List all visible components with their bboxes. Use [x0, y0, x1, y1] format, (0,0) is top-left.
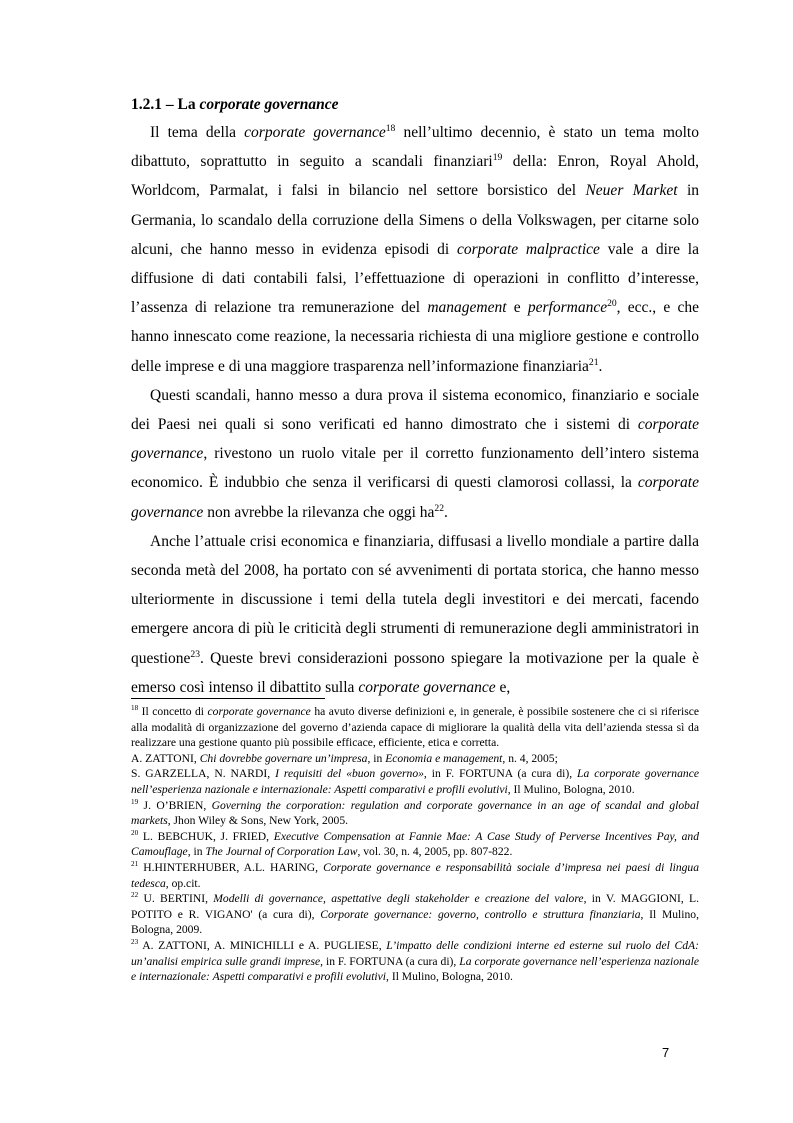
italic-text: Economia e management — [385, 751, 503, 765]
section-number: 1.2.1 – La — [131, 96, 200, 113]
footnote — [131, 704, 699, 751]
footnote — [131, 938, 699, 985]
text-run: , Il Mulino, Bologna, 2009. — [131, 907, 699, 937]
footnote-marker: 23 — [190, 648, 200, 660]
text-run: . — [598, 357, 603, 375]
text-run: L. BEBCHUK, J. FRIED, — [138, 829, 274, 843]
footnote — [131, 798, 699, 829]
text-run: S. GARZELLA, N. NARDI, — [131, 767, 276, 781]
footnote — [131, 891, 699, 938]
text-run: , in F. FORTUNA (a cura di), — [423, 767, 578, 781]
paragraph — [131, 527, 699, 702]
footnote-marker: 19 — [492, 152, 503, 164]
body-text — [131, 118, 699, 702]
text-run: , in V. MAGGIONI, L. POTITO e R. VIGANO' (a cura di), — [131, 892, 699, 921]
italic-text: corporate governance — [131, 474, 699, 521]
section-title: corporate governance — [199, 96, 339, 113]
text-run: Anche l’attuale crisi economica e finanziaria, diffusasi a livello mondiale a partire dalla seconda metà del 2008, ha portato con sé avvenimenti di portata storica, che hanno messo ulteriormente in discussione i temi della tutela degli investitori e dei mercati, facendo emergere ancora di più le criticità degli strumenti di remunerazione degli amministratori in questione — [131, 532, 699, 667]
text-run: , Il Mulino, Bologna, 2010. — [507, 782, 635, 796]
text-run: U. BERTINI, — [138, 892, 214, 906]
text-run: . — [444, 503, 448, 521]
text-run: ha avuto diverse definizioni e, in generale, è possibile sostenere che ci si riferisce alla modalità di organizzazione del governo d’azienda capace di migliorare la qualità della vita dell’azienda stessa sì da realizzare una gestione quanto più possibile efficace, efficiente, etica e corretta. — [131, 705, 699, 750]
italic-text: management — [427, 299, 507, 317]
footnote-separator — [131, 698, 325, 699]
text-run: J. O’BRIEN, — [138, 798, 212, 812]
italic-text: La corporate governance nell’esperienza nazionale e internazionale: Aspetti comparativi e profili evolutivi — [131, 767, 699, 796]
footnote-marker: 20 — [607, 298, 617, 310]
footnote-marker: 20 — [131, 828, 139, 837]
footnote-marker: 18 — [131, 704, 139, 713]
italic-text: corporate governance — [244, 124, 386, 141]
italic-text: Neuer Market — [585, 182, 678, 200]
footnote-reference — [131, 766, 699, 797]
text-run: , ecc., e che hanno innescato come reazione, la necessaria richiesta di una migliore gestione e controllo delle imprese e di una maggiore trasparenza nell’informazione finanziaria — [131, 299, 699, 375]
italic-text: corporate governance — [207, 705, 311, 718]
text-run: non avrebbe la rilevanza che oggi ha — [203, 503, 435, 521]
footnote-marker: 23 — [131, 938, 139, 947]
text-run: e — [506, 299, 528, 317]
footnote — [131, 860, 699, 891]
footnote-marker: 21 — [131, 860, 139, 869]
italic-text: corporate governance — [131, 416, 699, 463]
text-run: A. ZATTONI, — [131, 751, 200, 765]
italic-text: Executive Compensation at Fannie Mae: A Case Study of Perverse Incentives Pay, and Camouflage — [131, 829, 699, 859]
footnote-marker: 22 — [131, 891, 139, 900]
text-run: , in F. FORTUNA (a cura di), — [320, 954, 460, 968]
text-run: Il tema della — [150, 124, 245, 141]
italic-text: I requisiti del «buon governo» — [275, 767, 424, 781]
footnote-marker: 19 — [131, 797, 139, 806]
italic-text: Corporate governance: governo, controllo e struttura finanziaria — [320, 907, 641, 921]
text-run: , Jhon Wiley & Sons, New York, 2005. — [167, 814, 349, 828]
text-run: vale a dire la diffusione di dati contabili falsi, l’effettuazione di operazioni in conflitto d’interesse, l’assenza di relazione tra remunerazione del — [131, 240, 699, 317]
footnote-marker: 21 — [588, 356, 599, 368]
footnote-marker: 22 — [434, 502, 445, 514]
text-run: . Queste brevi considerazioni possono spiegare la motivazione per la quale è emerso così intenso il dibattito sulla — [131, 649, 699, 696]
paragraph — [131, 118, 699, 381]
italic-text: Modelli di governance, aspettative degli stakeholder e creazione del valore — [213, 892, 584, 906]
italic-text: corporate malpractice — [457, 240, 600, 258]
italic-text: Governing the corporation: regulation and corporate governance in an age of scandal and global markets — [131, 798, 699, 828]
text-run: , in — [187, 845, 206, 859]
footnotes — [131, 704, 699, 985]
text-run: A. ZATTONI, A. MINICHILLI e A. PUGLIESE, — [138, 938, 387, 952]
text-run: nell’ultimo decennio, è stato un tema molto dibattuto, soprattutto in seguito a scandali finanziari — [131, 124, 699, 171]
text-run: Questi scandali, hanno messo a dura prova il sistema economico, finanziario e sociale dei Paesi nei quali si sono verificati ed hanno dimostrato che i sistemi di — [131, 386, 699, 434]
text-run: , n. 4, 2005; — [502, 751, 558, 765]
footnote-marker: 18 — [385, 122, 396, 134]
italic-text: corporate governance — [358, 678, 496, 696]
italic-text: Corporate governance e responsabilità sociale d’impresa nei paesi di lingua tedesca — [131, 860, 700, 890]
text-run: , Il Mulino, Bologna, 2010. — [386, 970, 513, 984]
text-run: e, — [495, 678, 511, 696]
italic-text: Chi dovrebbe governare un’impresa — [199, 751, 368, 765]
text-run: H.HINTERHUBER, A.L. HARING, — [138, 860, 324, 874]
footnote-reference — [131, 751, 699, 767]
footnote — [131, 829, 699, 860]
paragraph — [131, 381, 699, 527]
text-run: Il concetto di — [138, 705, 208, 718]
italic-text: L’impatto delle condizioni interne ed esterne sul ruolo del CdA: un’analisi empirica sulle grandi imprese — [131, 938, 699, 968]
text-run: , rivestono un ruolo vitale per il corretto funzionamento dell’intero sistema economico. È indubbio che senza il verificarsi di questi clamorosi collassi, la — [131, 445, 699, 492]
text-run: , in — [367, 751, 386, 765]
text-run: , vol. 30, n. 4, 2005, pp. 807-822. — [357, 845, 513, 859]
italic-text: performance — [527, 299, 608, 317]
text-run: in Germania, lo scandalo della corruzione della Simens o della Volkswagen, per citarne solo alcuni, che hanno messo in evidenza episodi di — [131, 182, 700, 258]
text-run: della: Enron, Royal Ahold, Worldcom, Parmalat, i falsi in bilancio nel settore borsistico del — [131, 153, 699, 200]
italic-text: The Journal of Corporation Law — [205, 845, 358, 859]
page-number: 7 — [662, 1045, 670, 1060]
text-run: , op.cit. — [165, 876, 201, 890]
section-heading — [131, 96, 339, 114]
italic-text: La corporate governance nell’esperienza nazionale e internazionale: Aspetti comparativi e profili evolutivi — [131, 954, 700, 984]
